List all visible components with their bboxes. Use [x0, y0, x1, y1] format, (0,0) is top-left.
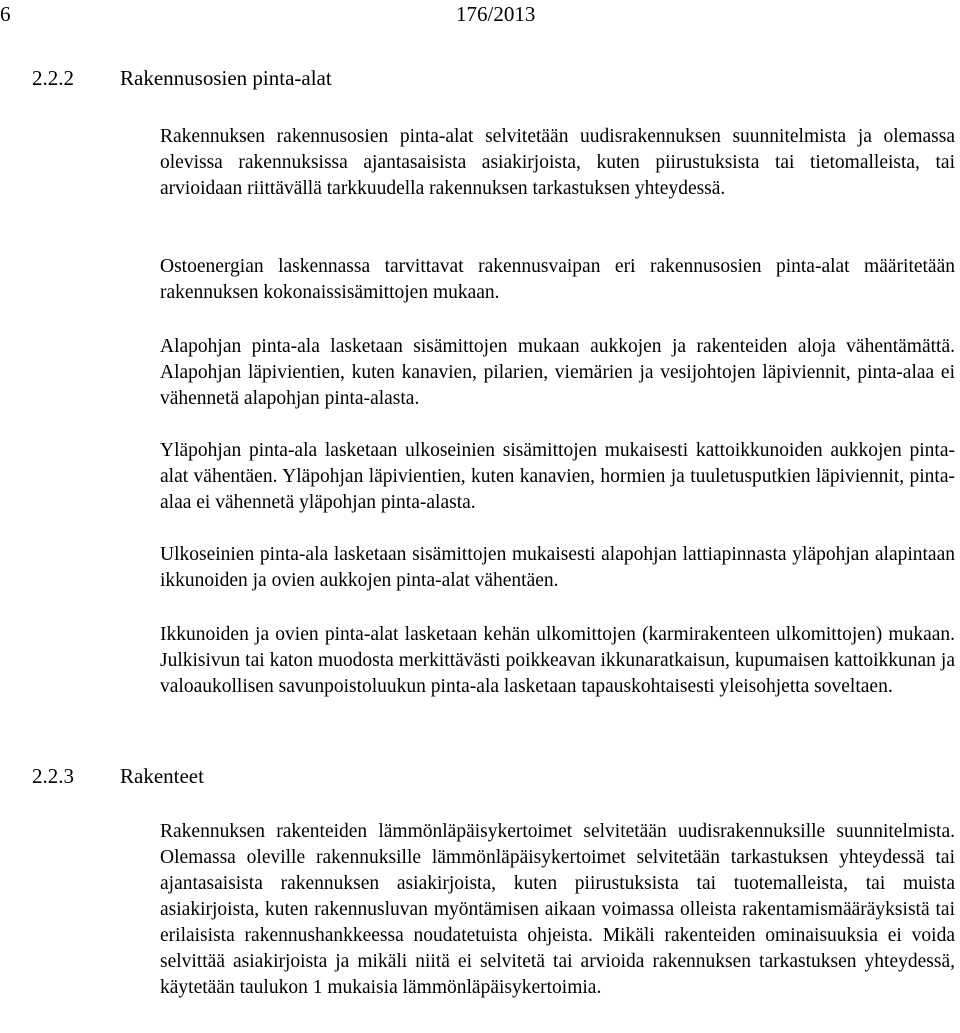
section-title: Rakennusosien pinta-alat — [120, 66, 332, 90]
section-number: 2.2.2 — [32, 66, 74, 90]
paragraph-text: Ikkunoiden ja ovien pinta-alat lasketaan kehän ulkomittojen (karmirakenteen ulkomittojen) mukaan. Julkisivun tai katon muodosta merkittävästi poikkeavan ikkunaratkaisun, kupumaisen kattoikkunan ja valoaukollisen savunpoistoluukun pinta-ala lasketaan tapauskohtaisesti yleisohjetta soveltaen. — [160, 624, 955, 697]
paragraph — [160, 819, 955, 1001]
paragraph — [160, 542, 955, 594]
section-title: Rakenteet — [120, 764, 204, 788]
section-heading-2-2-2 — [32, 64, 332, 92]
paragraph — [160, 622, 955, 700]
paragraph — [160, 124, 955, 202]
paragraph-text: Ulkoseinien pinta-ala lasketaan sisämittojen mukaisesti alapohjan lattiapinnasta yläpohjan alapintaan ikkunoiden ja ovien aukkojen pinta-alat vähentäen. — [160, 544, 955, 591]
section-heading-2-2-3 — [32, 762, 204, 790]
section-number: 2.2.3 — [32, 764, 74, 788]
paragraph — [160, 334, 955, 412]
page-number: 6 — [0, 2, 11, 26]
paragraph — [160, 438, 955, 516]
page-header — [0, 0, 960, 30]
paragraph-text: Alapohjan pinta-ala lasketaan sisämittojen mukaan aukkojen ja rakenteiden aloja vähentämättä. Alapohjan läpivientien, kuten kanavien, pilarien, viemärien ja vesijohtojen läpiviennit, pinta-alaa ei vähennetä alapohjan pinta-alasta. — [160, 336, 955, 409]
paragraph-text: Yläpohjan pinta-ala lasketaan ulkoseinien sisämittojen mukaisesti kattoikkunoiden aukkojen pinta-alat vähentäen. Yläpohjan läpivientien, kuten kanavien, hormien ja tuuletusputkien läpiviennit, pinta-alaa ei vähennetä yläpohjan pinta-alasta. — [160, 440, 955, 513]
document-reference: 176/2013 — [456, 2, 536, 26]
paragraph-text: Rakennuksen rakennusosien pinta-alat selvitetään uudisrakennuksen suunnitelmista ja olemassa olevissa rakennuksissa ajantasaisista asiakirjoista, kuten piirustuksista tai tietomalleista, tai arvioidaan riittävällä tarkkuudella rakennuksen tarkastuksen yhteydessä. — [160, 126, 955, 199]
paragraph-text: Ostoenergian laskennassa tarvittavat rakennusvaipan eri rakennusosien pinta-alat määritetään rakennuksen kokonaissisämittojen mukaan. — [160, 256, 955, 303]
paragraph — [160, 254, 955, 306]
paragraph-text: Rakennuksen rakenteiden lämmönläpäisykertoimet selvitetään uudisrakennuksille suunnitelmista. Olemassa oleville rakennuksille lämmönläpäisykertoimet selvitetään tarkastuksen yhteydessä tai ajantasaisista rakennuksen asiakirjoista, kuten piirustuksista tai tuotemalleista, tai muista asiakirjoista, kuten rakennusluvan myöntämisen aikaan voimassa olleista rakentamismääräyksistä tai erilaisista rakennushankkeessa noudatetuista ohjeista. Mikäli rakenteiden ominaisuuksia ei voida selvittää asiakirjoista ja mikäli niitä ei selvitetä tai arvioida rakennuksen tarkastuksen yhteydessä, käytetään taulukon 1 mukaisia lämmönläpäisykertoimia. — [160, 821, 955, 998]
